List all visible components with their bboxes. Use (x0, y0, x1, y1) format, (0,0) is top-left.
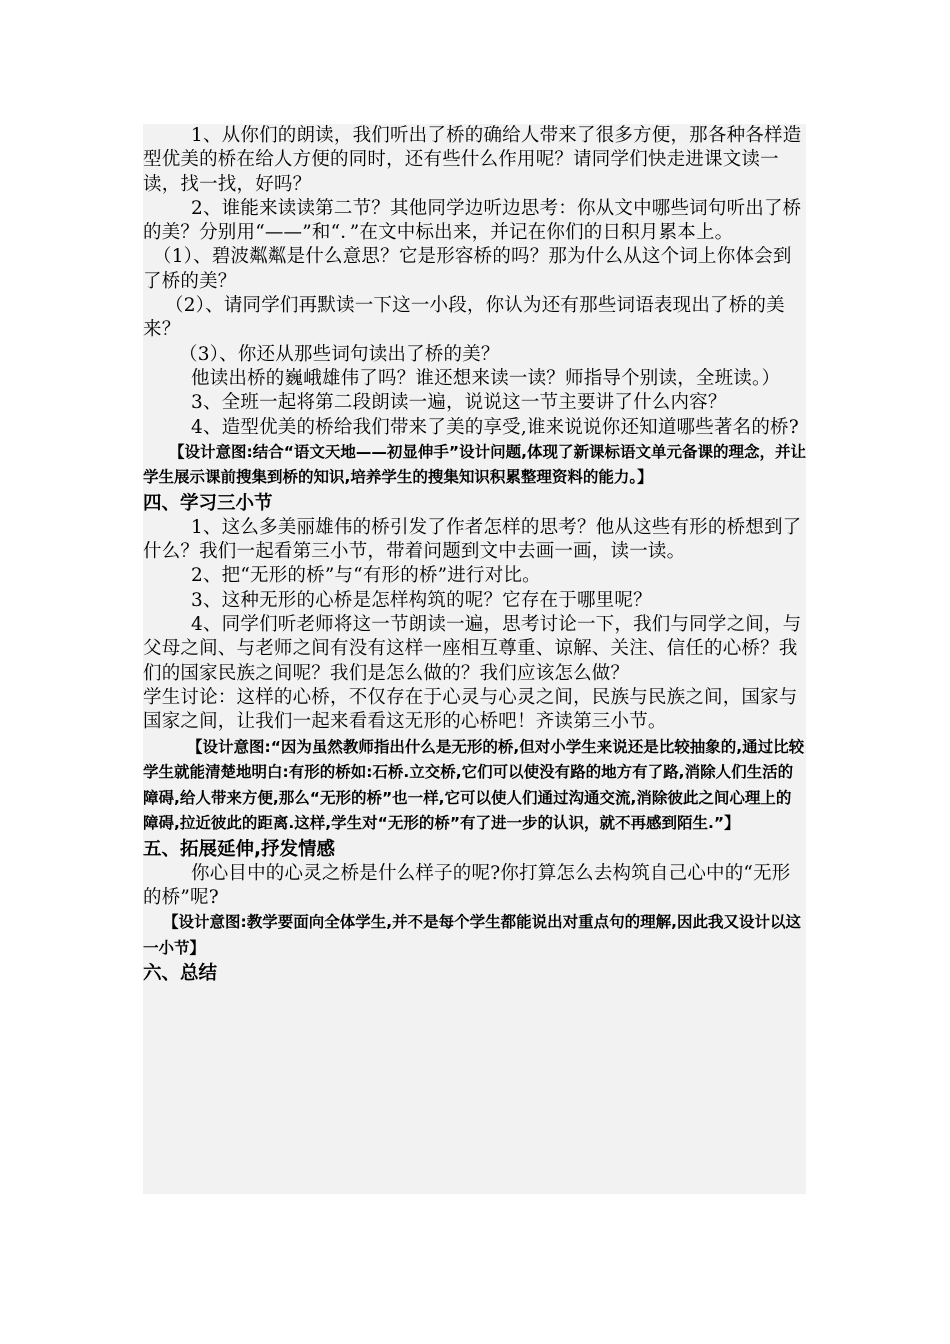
paragraph-9: 1、这么多美丽雄伟的桥引发了作者怎样的思考？他从这些有形的桥想到了什么？我们一起看第三小节，带着问题到文中去画一画，读一读。 (143, 516, 802, 563)
section-heading-6: 六、总结 (143, 963, 218, 985)
design-intent-1: 【设计意图:结合“语文天地——初显伸手”设计问题,体现了新课标语文单元备课的理念，并让学生展示课前搜集到桥的知识,培养学生的搜集知识积累整理资料的能力。】 (143, 442, 806, 487)
section-heading-4: 四、学习三小节 (143, 492, 273, 514)
paragraph-8: 4、造型优美的桥给我们带来了美的享受,谁来说说你还知道哪些著名的桥? (191, 416, 799, 438)
paragraph-4: （2）、请同学们再默读一下这一小段，你认为还有那些词语表现出了桥的美来？ (143, 295, 785, 341)
paragraph-5: （3）、你还从那些词句读出了桥的美？ (179, 343, 500, 365)
paragraph-1: 1、从你们的朗读，我们听出了桥的确给人带来了很多方便，那各种各样造型优美的桥在给人方便的同时，还有些什么作用呢？请同学们快走进课文读一读，找一找，好吗？ (143, 125, 802, 195)
paragraph-12: 4、同学们听老师将这一节朗读一遍，思考讨论一下，我们与同学之间，与父母之间、与老师之间有没有这样一座相互尊重、谅解、关注、信任的心桥？我们的国家民族之间呢？我们是怎么做的？我们应该怎么做？ (143, 614, 802, 684)
paragraph-13: 学生讨论：这样的心桥，不仅存在于心灵与心灵之间，民族与民族之间，国家与国家之间，让我们一起来看看这无形的心桥吧！齐读第三小节。 (143, 686, 798, 733)
paragraph-6: 他读出桥的巍峨雄伟了吗？谁还想来读一读？师指导个别读，全班读。） (191, 367, 781, 389)
paragraph-3: （1）、碧波粼粼是什么意思？它是形容桥的吗？那为什么从这个词上你体会到了桥的美？ (143, 246, 792, 292)
design-intent-3: 【设计意图:教学要面向全体学生,并不是每个学生都能说出对重点句的理解,因此我又设计以这一小节】 (143, 913, 801, 957)
document-page (143, 124, 806, 1194)
design-intent-2: 【设计意图:“因为虽然教师指出什么是无形的桥,但对小学生来说还是比较抽象的,通过比较学生就能清楚地明白:有形的桥如:石桥.立交桥,它们可以使没有路的地方有了路,消除人们生活的障碍,给人带来方便,那么“无形的桥”也一样,它可以使人们通过沟通交流,消除彼此之间心理上的障碍,拉近彼此的距离.这样,学生对“无形的桥”有了进一步的认识，就不再感到陌生.”】 (143, 737, 805, 833)
paragraph-11: 3、这种无形的心桥是怎样构筑的呢？它存在于哪里呢？ (191, 589, 652, 611)
paragraph-14: 你心目中的心灵之桥是什么样子的呢?你打算怎么去构筑自己心中的“无形的桥”呢? (143, 862, 791, 908)
section-heading-5: 五、拓展延伸,抒发情感 (143, 838, 336, 860)
paragraph-2: 2、谁能来读读第二节？其他同学边听边思考：你从文中哪些词句听出了桥的美？分别用“——”和“．”在文中标出来，并记在你们的日积月累本上。 (143, 197, 802, 244)
paragraph-7: 3、全班一起将第二段朗读一遍，说说这一节主要讲了什么内容？ (191, 392, 727, 414)
paragraph-10: 2、把“无形的桥”与“有形的桥”进行对比。 (191, 565, 541, 587)
